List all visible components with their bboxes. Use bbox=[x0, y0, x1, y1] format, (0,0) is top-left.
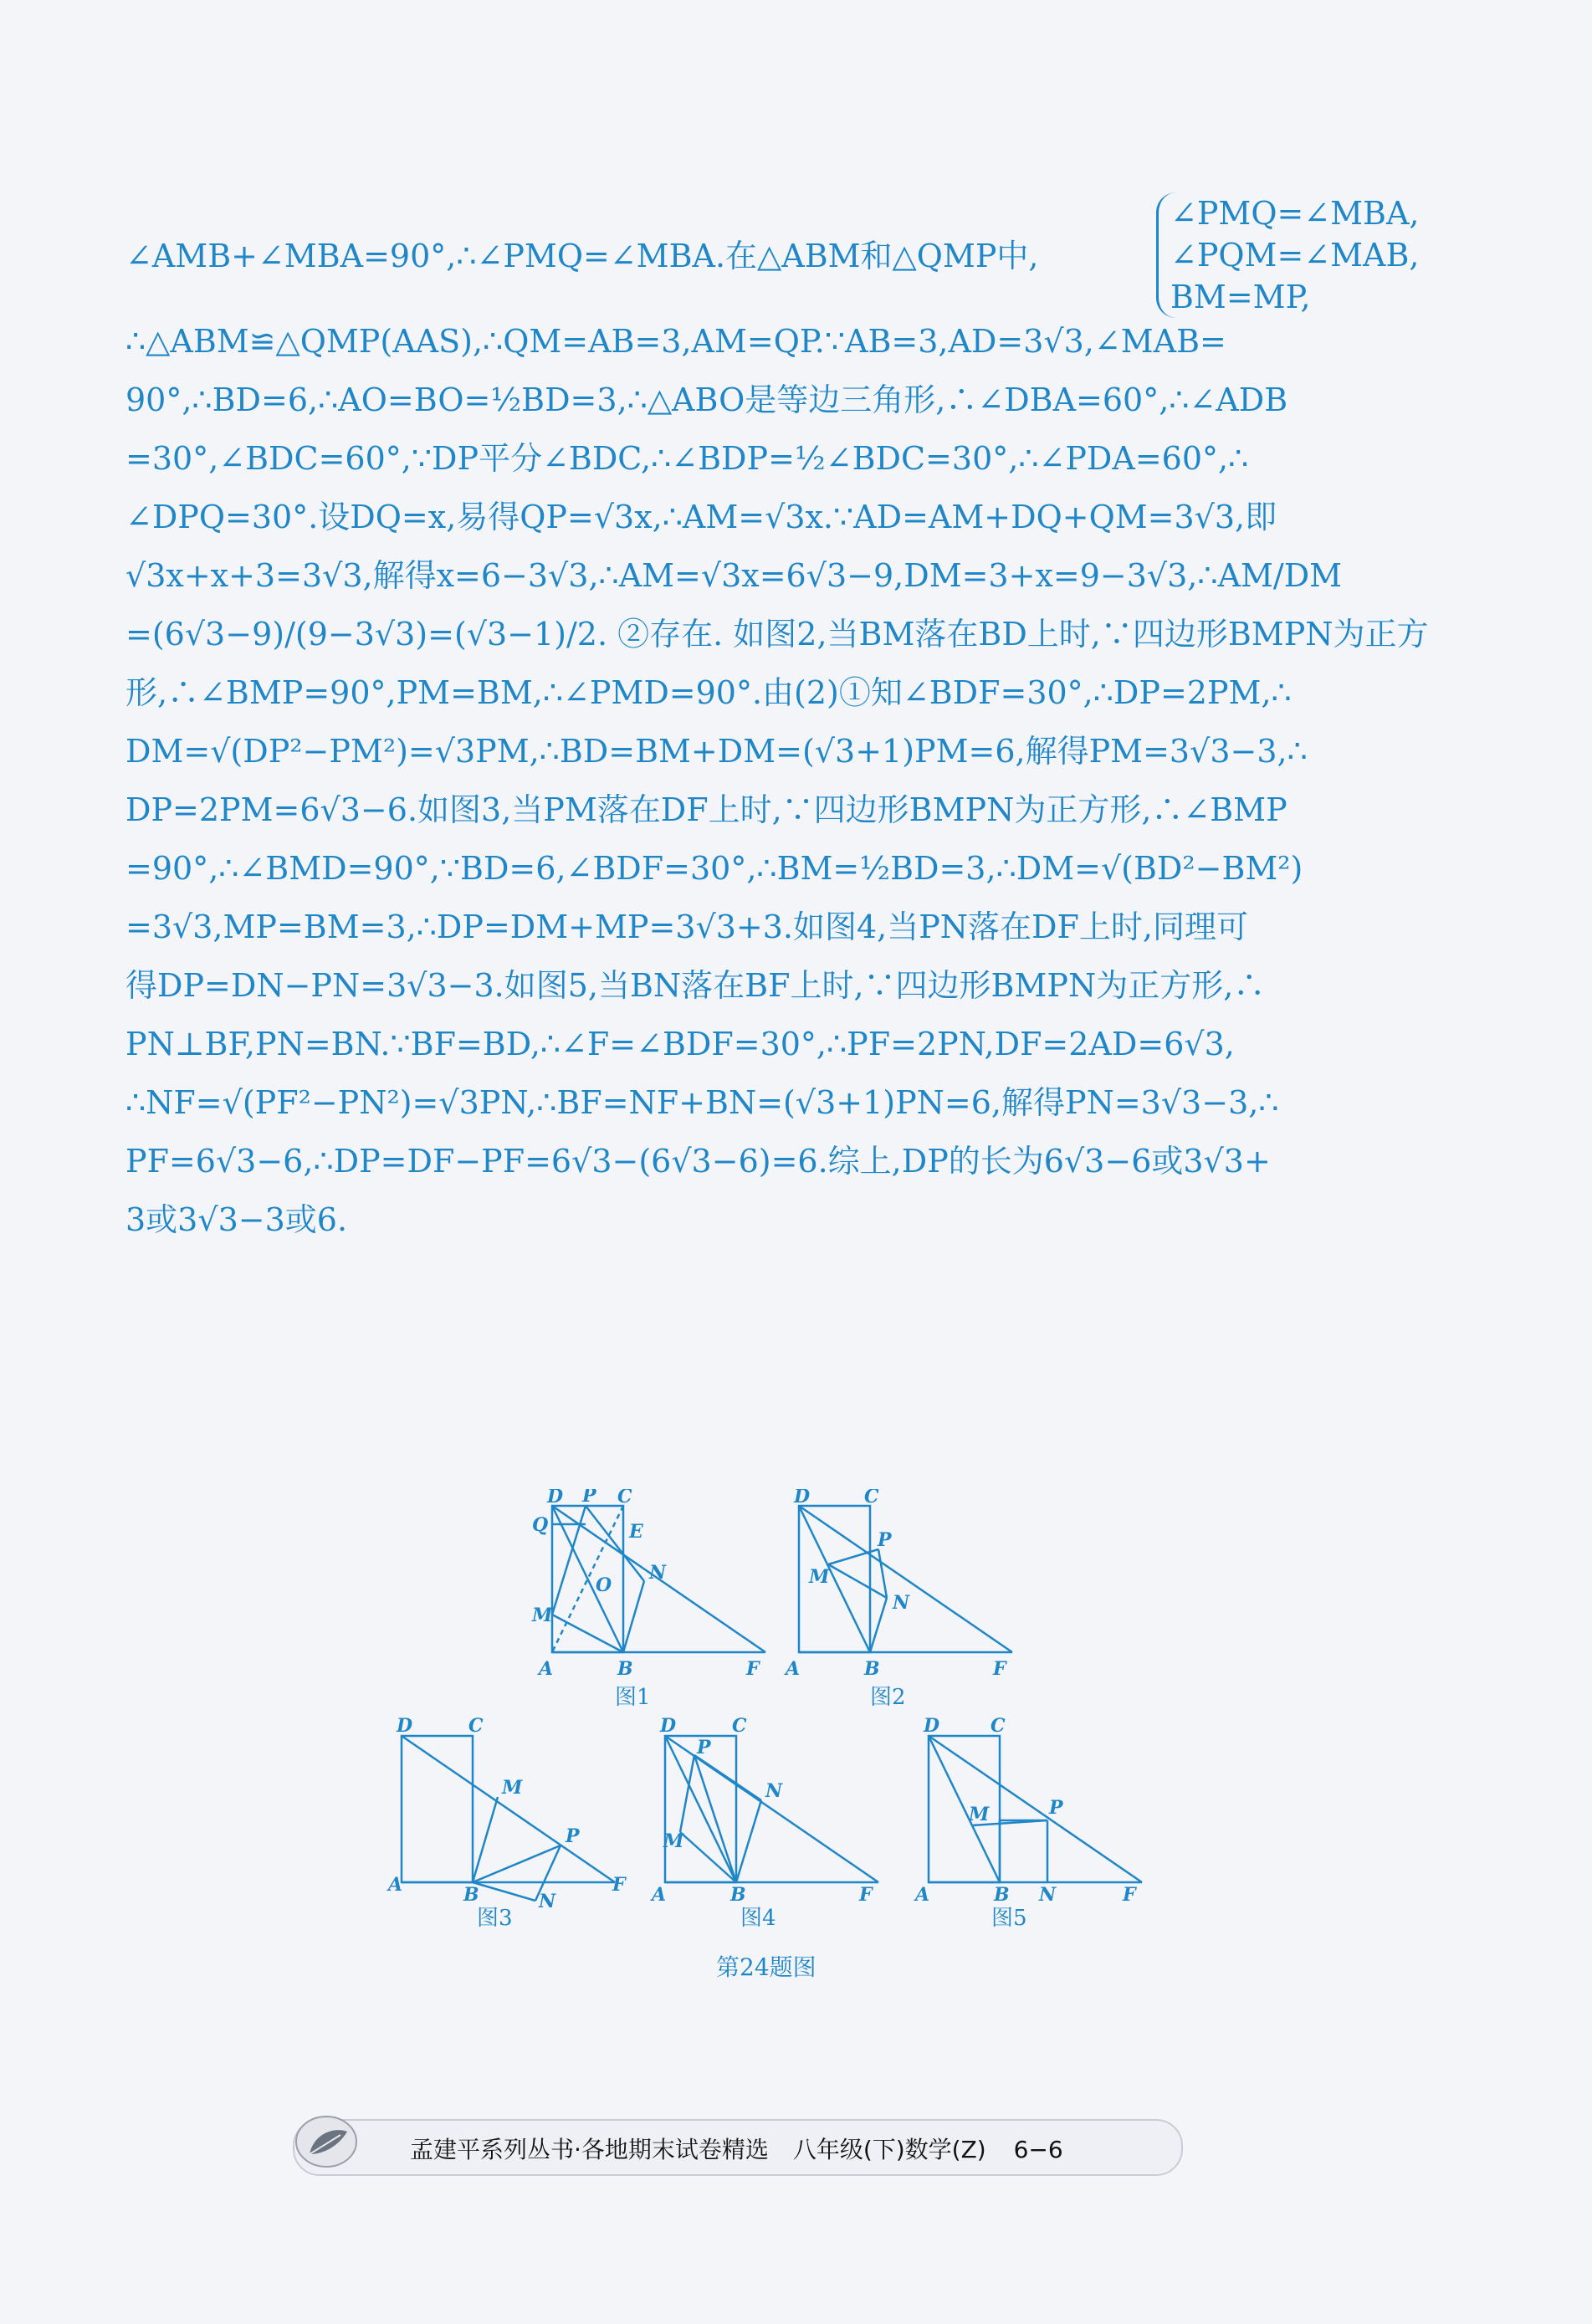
figure-4 bbox=[648, 1707, 899, 1931]
point-label: F bbox=[612, 1874, 626, 1896]
solution-line: PF=6√3−6,∴DP=DF−PF=6√3−(6√3−6)=6.综上,DP的长为6√3−6或3√3+ bbox=[125, 1143, 1271, 1180]
figure-label: 图2 bbox=[870, 1685, 906, 1710]
point-label: C bbox=[991, 1715, 1006, 1737]
point-label: F bbox=[1123, 1884, 1136, 1906]
point-label: D bbox=[794, 1489, 811, 1508]
point-label: N bbox=[1039, 1884, 1057, 1906]
leaf-logo-icon bbox=[289, 2108, 364, 2178]
point-label: M bbox=[532, 1605, 553, 1626]
point-label: F bbox=[993, 1658, 1006, 1680]
solution-line: DM=√(DP²−PM²)=√3PM,∴BD=BM+DM=(√3+1)PM=6,解得PM=3√3−3,∴ bbox=[125, 733, 1308, 770]
point-label: P bbox=[878, 1529, 892, 1551]
point-label: F bbox=[746, 1658, 760, 1680]
point-label: P bbox=[697, 1737, 711, 1758]
point-label: N bbox=[649, 1562, 667, 1584]
solution-line: ∴△ABM≌△QMP(AAS),∴QM=AB=3,AM=QP.∵AB=3,AD=3√3,∠MAB= bbox=[125, 323, 1226, 360]
solution-line: √3x+x+3=3√3,解得x=6−3√3,∴AM=√3x=6√3−9,DM=3+x=9−3√3,∴AM/DM bbox=[125, 557, 1343, 594]
point-label: P bbox=[582, 1489, 596, 1507]
series-name: 孟建平系列丛书·各地期末试卷精选 bbox=[410, 2136, 769, 2163]
figure-label: 图1 bbox=[615, 1685, 651, 1710]
solution-line: PN⊥BF,PN=BN.∵BF=BD,∴∠F=∠BDF=30°,∴PF=2PN,DF=2AD=6√3, bbox=[125, 1026, 1235, 1062]
figure-2 bbox=[782, 1489, 1025, 1710]
figure-label: 图4 bbox=[740, 1906, 776, 1931]
point-label: N bbox=[893, 1592, 910, 1614]
point-label: C bbox=[468, 1715, 484, 1737]
point-label: A bbox=[786, 1658, 801, 1680]
solution-line bbox=[125, 192, 1439, 318]
figure-1 bbox=[527, 1489, 770, 1710]
point-label: B bbox=[864, 1658, 880, 1680]
solution-line: =90°,∴∠BMD=90°,∵BD=6,∠BDF=30°,∴BM=½BD=3,∴DM=√(BD²−BM²) bbox=[125, 850, 1303, 887]
point-label: A bbox=[652, 1884, 667, 1906]
solution-line: =30°,∠BDC=60°,∵DP平分∠BDC,∴∠BDP=½∠BDC=30°,∴∠PDA=60°,∴ bbox=[125, 440, 1249, 477]
solution-line: =(6√3−9)/(9−3√3)=(√3−1)/2. ②存在. 如图2,当BM落在BD上时,∵四边形BMPN为正方 bbox=[125, 616, 1429, 653]
point-label: N bbox=[765, 1780, 783, 1802]
point-label: M bbox=[809, 1566, 830, 1588]
point-label: A bbox=[388, 1874, 403, 1896]
solution-line: 得DP=DN−PN=3√3−3.如图5,当BN落在BF上时,∵四边形BMPN为正方形,∴ bbox=[125, 967, 1266, 1004]
point-label: M bbox=[969, 1804, 990, 1825]
equation-system bbox=[1156, 192, 1420, 318]
point-label: A bbox=[539, 1658, 554, 1680]
point-label: P bbox=[566, 1825, 580, 1847]
point-label: D bbox=[547, 1489, 564, 1508]
point-label: N bbox=[539, 1891, 556, 1907]
solution-line: 形,∴∠BMP=90°,PM=BM,∴∠PMD=90°.由(2)①知∠BDF=30°,∴DP=2PM,∴ bbox=[125, 674, 1292, 711]
point-label: M bbox=[663, 1830, 684, 1852]
point-label: D bbox=[924, 1715, 940, 1737]
point-label: B bbox=[994, 1884, 1010, 1906]
solution-text bbox=[125, 192, 1439, 1255]
footer-text bbox=[410, 2132, 1063, 2165]
figure-label: 图3 bbox=[477, 1906, 513, 1931]
solution-line: 90°,∴BD=6,∴AO=BO=½BD=3,∴△ABO是等边三角形,∴∠DBA=60°,∴∠ADB bbox=[125, 381, 1288, 418]
point-label: F bbox=[859, 1884, 873, 1906]
solution-line: ∴NF=√(PF²−PN²)=√3PN,∴BF=NF+BN=(√3+1)PN=6,解得PN=3√3−3,∴ bbox=[125, 1084, 1279, 1121]
system-row: ∠PQM=∠MAB, bbox=[1170, 237, 1420, 274]
point-label: B bbox=[617, 1658, 633, 1680]
solution-line: =3√3,MP=BM=3,∴DP=DM+MP=3√3+3.如图4,当PN落在DF上时,同理可 bbox=[125, 909, 1248, 945]
point-label: B bbox=[730, 1884, 746, 1906]
point-label: D bbox=[397, 1715, 413, 1737]
figure-label: 图5 bbox=[991, 1906, 1027, 1931]
solution-line-1: ∠AMB+∠MBA=90°,∴∠PMQ=∠MBA.在△ABM和△QMP中, bbox=[125, 238, 1039, 274]
figure-caption: 第24题图 bbox=[716, 1953, 816, 1981]
grade-subject: 八年级(下)数学(Z) bbox=[792, 2136, 986, 2163]
point-label: M bbox=[502, 1777, 523, 1799]
point-label: Q bbox=[532, 1514, 549, 1536]
point-label: A bbox=[915, 1884, 930, 1906]
point-label: C bbox=[864, 1489, 879, 1508]
point-label: P bbox=[1049, 1797, 1063, 1819]
solution-line: DP=2PM=6√3−6.如图3,当PM落在DF上时,∵四边形BMPN为正方形,∴∠BMP bbox=[125, 791, 1287, 828]
solution-line: ∠DPQ=30°.设DQ=x,易得QP=√3x,∴AM=√3x.∵AD=AM+DQ+QM=3√3,即 bbox=[125, 499, 1277, 535]
figure-5 bbox=[912, 1707, 1163, 1931]
point-label: C bbox=[617, 1489, 632, 1508]
system-row: BM=MP, bbox=[1170, 279, 1311, 315]
figure-3 bbox=[385, 1707, 636, 1931]
point-label: C bbox=[732, 1715, 747, 1737]
point-label: O bbox=[596, 1574, 612, 1596]
solution-line: 3或3√3−3或6. bbox=[125, 1201, 348, 1238]
page-number: 6−6 bbox=[1013, 2136, 1063, 2163]
point-label: B bbox=[463, 1884, 479, 1906]
point-label: D bbox=[660, 1715, 677, 1737]
point-label: E bbox=[629, 1521, 643, 1543]
system-row: ∠PMQ=∠MBA, bbox=[1170, 195, 1420, 232]
